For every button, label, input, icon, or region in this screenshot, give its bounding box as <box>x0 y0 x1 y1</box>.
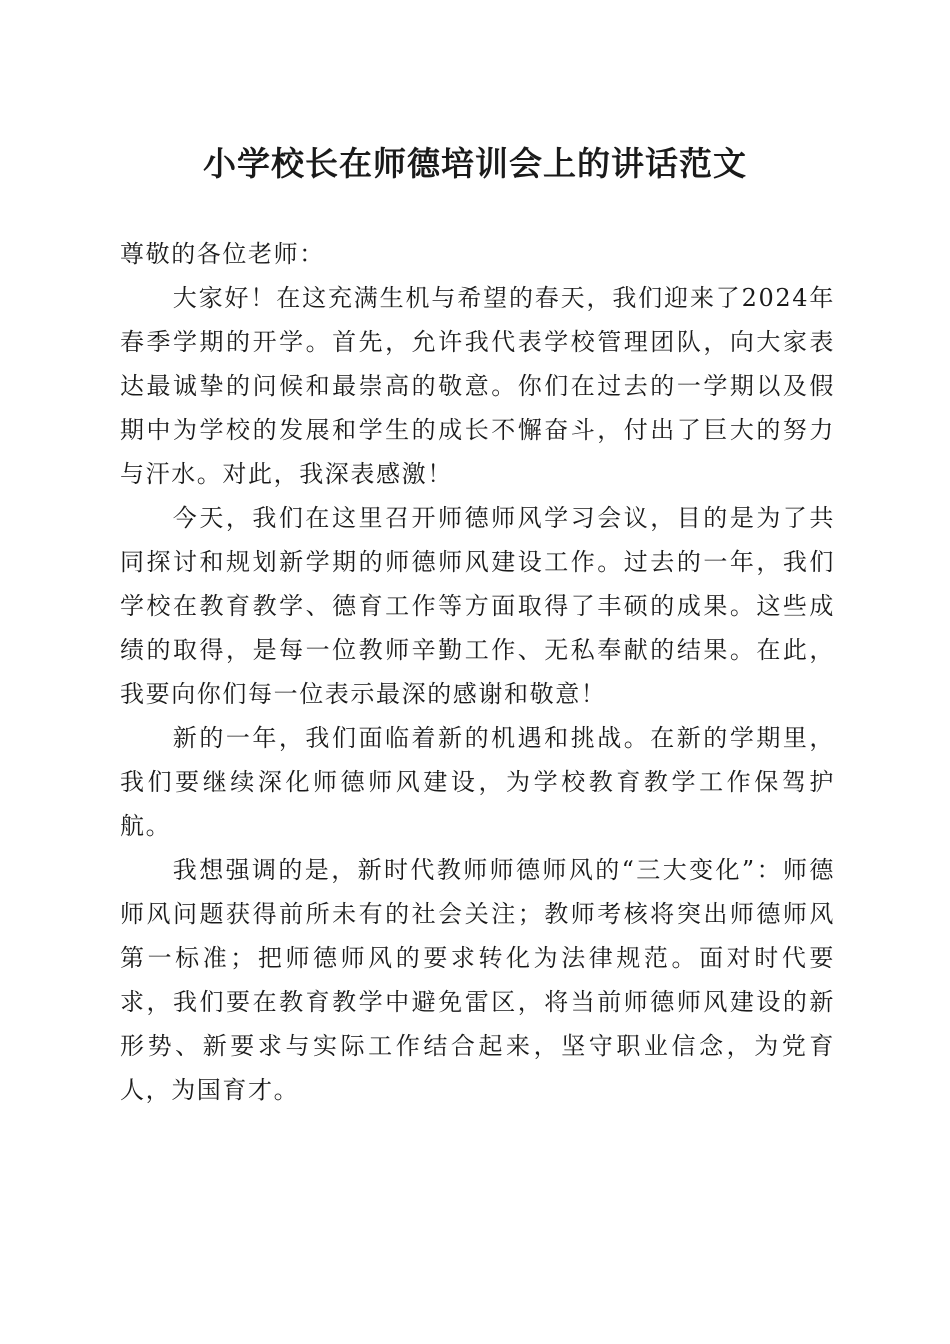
paragraph-new-year: 新的一年，我们面临着新的机遇和挑战。在新的学期里，我们要继续深化师德师风建设，为学校教育教学工作保驾护航。 <box>120 724 835 840</box>
document-body <box>120 232 835 1112</box>
document-title: 小学校长在师德培训会上的讲话范文 <box>203 144 747 183</box>
paragraph-greeting: 大家好！在这充满生机与希望的春天，我们迎来了2024年春季学期的开学。首先，允许我代表学校管理团队，向大家表达最诚挚的问候和最崇高的敬意。你们在过去的一学期以及假期中为学校的发展和学生的成长不懈奋斗，付出了巨大的努力与汗水。对此，我深表感激！ <box>120 284 835 488</box>
salutation: 尊敬的各位老师： <box>120 240 325 268</box>
paragraph-three-changes: 我想强调的是，新时代教师师德师风的“三大变化”：师德师风问题获得前所未有的社会关注；教师考核将突出师德师风第一标准；把师德师风的要求转化为法律规范。面对时代要求，我们要在教育教学中避免雷区，将当前师德师风建设的新形势、新要求与实际工作结合起来，坚守职业信念，为党育人，为国育才。 <box>120 856 835 1104</box>
paragraph-meeting-purpose: 今天，我们在这里召开师德师风学习会议，目的是为了共同探讨和规划新学期的师德师风建设工作。过去的一年，我们学校在教育教学、德育工作等方面取得了丰硕的成果。这些成绩的取得，是每一位教师辛勤工作、无私奉献的结果。在此，我要向你们每一位表示最深的感谢和敬意！ <box>120 504 835 708</box>
